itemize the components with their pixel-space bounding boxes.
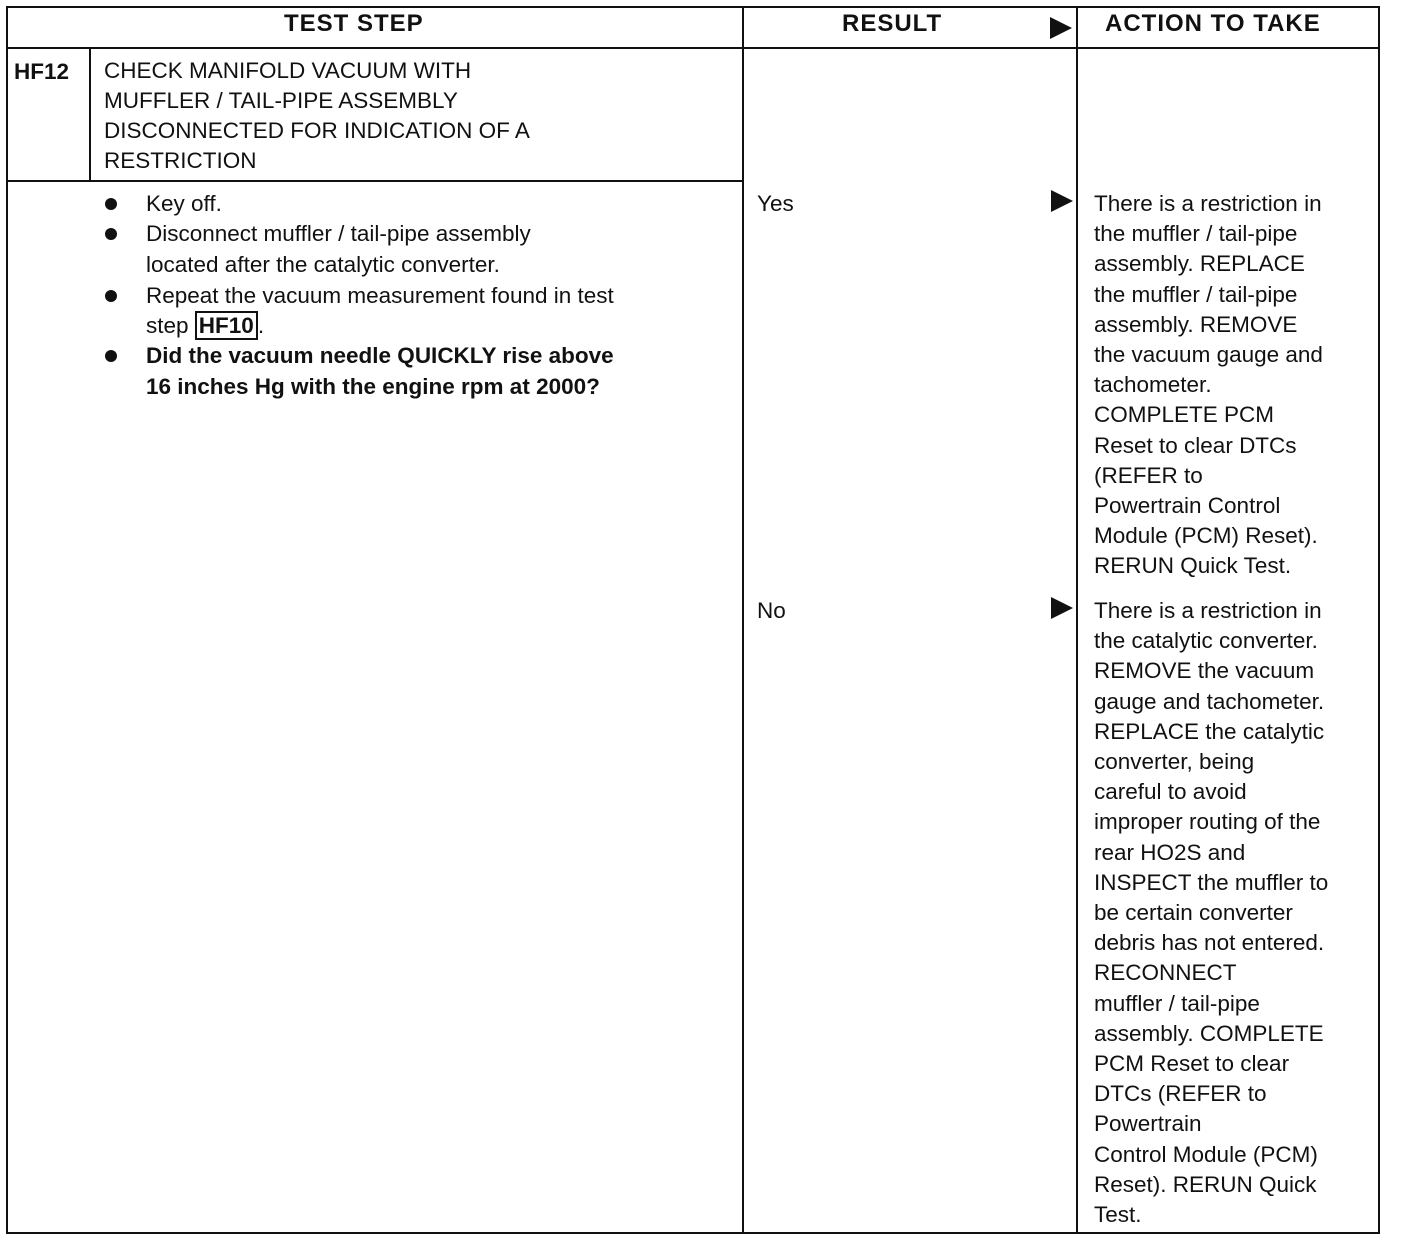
instruction-3-suffix: . bbox=[257, 313, 265, 338]
action-no: There is a restriction in the catalytic converter. REMOVE the vacuum gauge and tachometer. REPLACE the catalytic converter, being careful to avoid improper routing of the rear HO2S and INSPECT the muffler to be certain converter debris has not entered. RECONNECT muffler / tail-pipe assembly. COMPLETE PCM Reset to clear DTCs (REFER to Powertrain Control Module (PCM) Reset). RERUN Quick Test. bbox=[1094, 598, 1329, 1228]
header-result: RESULT bbox=[842, 10, 943, 37]
bullet-icon bbox=[105, 350, 117, 362]
result-yes: Yes bbox=[757, 191, 794, 216]
bullet-icon bbox=[105, 198, 117, 210]
header-divider bbox=[6, 47, 1380, 49]
top-border bbox=[6, 6, 1380, 8]
instruction-2-line-1: Disconnect muffler / tail-pipe assembly bbox=[146, 221, 531, 246]
header-action: ACTION TO TAKE bbox=[1105, 10, 1321, 37]
instruction-1: Key off. bbox=[146, 191, 222, 216]
step-title-line-2: MUFFLER / TAIL-PIPE ASSEMBLY bbox=[104, 88, 458, 113]
no-arrow-icon bbox=[1051, 597, 1073, 619]
instruction-4-line-1: Did the vacuum needle QUICKLY rise above bbox=[146, 343, 614, 368]
yes-arrow-icon bbox=[1051, 190, 1073, 212]
instruction-3-line-2 bbox=[146, 311, 264, 341]
left-border bbox=[6, 6, 8, 1234]
header-arrow-icon bbox=[1050, 17, 1072, 39]
instruction-3-line-1: Repeat the vacuum measurement found in test bbox=[146, 283, 614, 308]
result-no: No bbox=[757, 598, 786, 623]
bottom-border bbox=[6, 1232, 1380, 1234]
bullet-icon bbox=[105, 290, 117, 302]
step-title-line-3: DISCONNECTED FOR INDICATION OF A bbox=[104, 118, 530, 143]
step-title-line-4: RESTRICTION bbox=[104, 148, 257, 173]
result-divider bbox=[742, 6, 744, 1234]
action-yes: There is a restriction in the muffler / tail-pipe assembly. REPLACE the muffler / tail-pipe assembly. REMOVE the vacuum gauge and tachometer. COMPLETE PCM Reset to clear DTCs (REFER to Powertrain Control Module (PCM) Reset). RERUN Quick Test. bbox=[1094, 191, 1323, 579]
step-title-line-1: CHECK MANIFOLD VACUUM WITH bbox=[104, 58, 472, 83]
instruction-4-line-2: 16 inches Hg with the engine rpm at 2000? bbox=[146, 374, 600, 399]
instruction-2-line-2: located after the catalytic converter. bbox=[146, 252, 500, 277]
action-divider bbox=[1076, 6, 1078, 1234]
bullet-icon bbox=[105, 228, 117, 240]
step-divider bbox=[6, 180, 744, 182]
instruction-3-step-prefix: step bbox=[146, 313, 195, 338]
header-test-step: TEST STEP bbox=[284, 10, 424, 37]
id-divider bbox=[89, 47, 91, 182]
step-id: HF12 bbox=[14, 59, 70, 84]
step-reference-hf10[interactable]: HF10 bbox=[195, 311, 258, 340]
right-border bbox=[1378, 6, 1380, 1234]
